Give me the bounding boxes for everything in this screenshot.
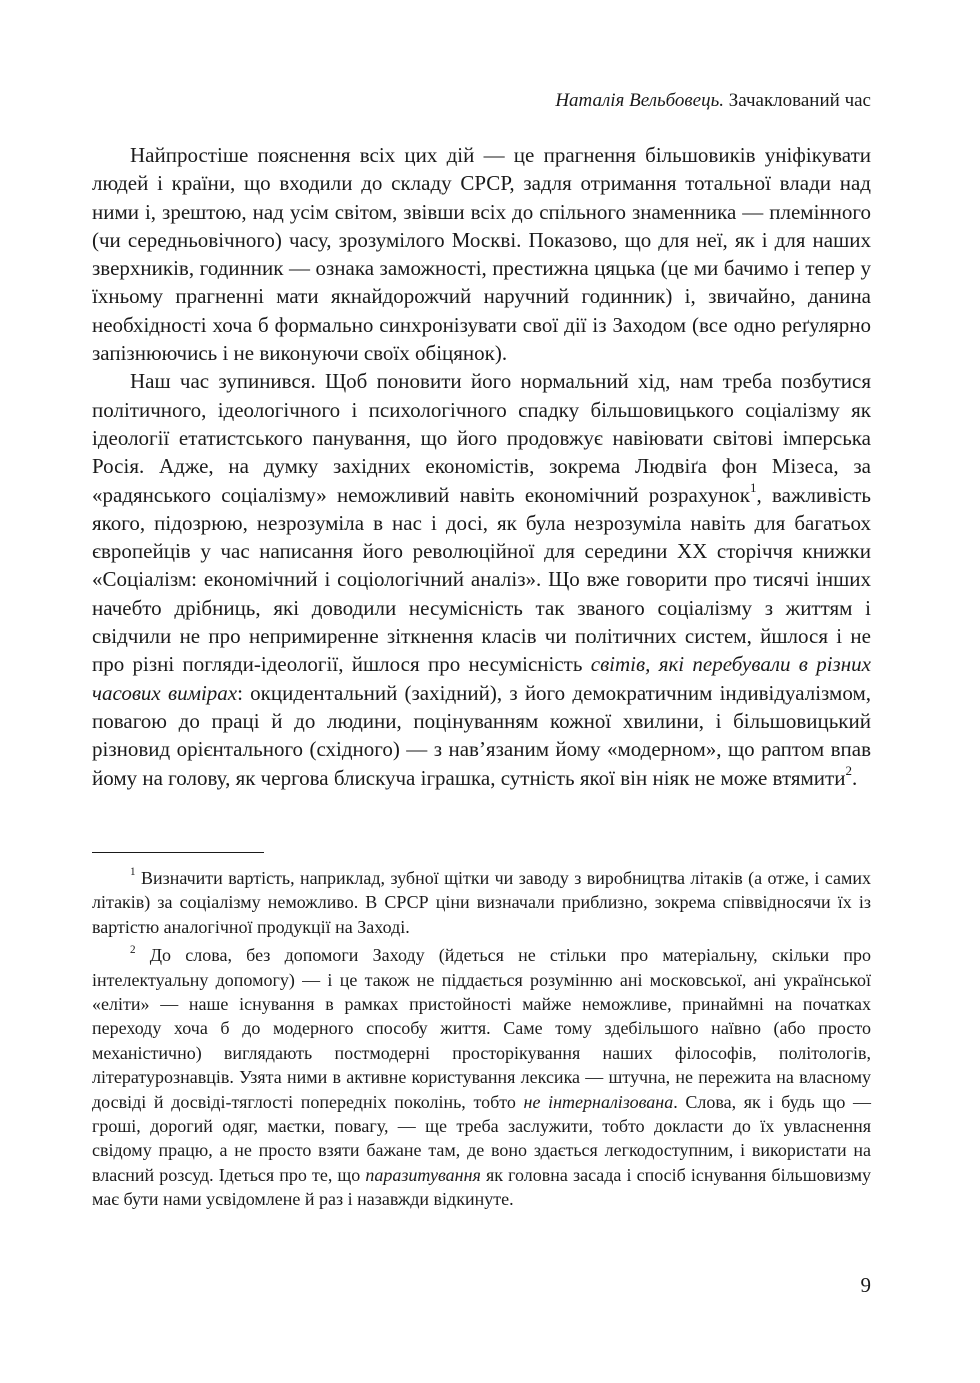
footnote-2-text-b: . Слова, як і будь що — гроші, дорогий одяг, маєтки, повагу, — ще треба заслужити, тобто докласти до їх увласнення свідому працю, а не просто взяти бажане там, де воно здається легкодоступним, і використати на власний розсуд. Ідеться про те, що [92, 1091, 871, 1185]
paragraph-2-text-a: Наш час зупинився. Щоб поновити його нормальний хід, нам треба позбутися політичного, ідеологічного і психологічного спадку більшовицького соціалізму як ідеології етатистського панування, що його продовжує навіювати світові імперська Росія. Адже, на думку західних економістів, зокрема Людвіґа фон Мізеса, за «радянського соціалізму» неможливий навіть економічний розрахунок [92, 369, 871, 507]
footnote-2-text-a: До слова, без допомоги Заходу (йдеться не стільки про матеріальну, скільки про інтелектуальну допомогу) — і це також не піддається розумінню ані московської, ані української «еліти» — наше існування в рамках пристойності майже неможливе, принаймні на початках переходу хоча б до модерного способу життя. Саме тому здебільшого наївно (або просто механістично) виглядають постмодерні просторікування наших філософів, політологів, літературознавців. Узята ними в активне користування лексика — штучна, не пережита на власному досвіді й досвіді-тяглості попередніх поколінь, тобто [92, 945, 871, 1112]
paragraph-2 [92, 367, 871, 791]
footnote-ref-1[interactable]: 1 [750, 479, 757, 495]
paragraph-2-text-c: : окцидентальний (західний), з його демократичним індивідуалізмом, повагою до праці й до людини, поцінуванням кожної хвилини, і більшовицький різновид орієнтального (східного) — з нав’язаним йому «модерном», що раптом впав йому на голову, як чергова блискуча іграшка, сутність якої він ніяк не може втямити [92, 680, 871, 790]
running-head [92, 88, 871, 114]
footnote-2-emphasis-1: не інтерналізована [523, 1091, 674, 1112]
footnote-ref-2[interactable]: 2 [845, 762, 852, 778]
footnote-2-number: 2 [130, 943, 136, 956]
footnote-divider [92, 852, 264, 853]
paragraph-2-end: . [851, 765, 858, 790]
footnotes [92, 866, 871, 1216]
footnote-2-emphasis-2: паразитування [365, 1164, 481, 1185]
footnote-1-number: 1 [130, 866, 136, 879]
running-head-author: Наталія Вельбовець. [555, 90, 725, 111]
paragraph-2-emphasis: світів, які перебували в різних часових вимірах [92, 652, 871, 705]
footnote-1-text: Визначити вартість, наприклад, зубної щітки чи заводу з виробництва літаків (а отже, і самих літаків) за соціалізму неможливо. В СРСР ціни визначали приблизно, зокрема співвідносячи їх із вартістю аналогічної продукції на Заході. [92, 868, 871, 937]
main-text [92, 141, 871, 792]
paragraph-2-text-b: , важливість якого, підозрюю, незрозуміла в нас і досі, як була незрозуміла навіть для багатьох європейців у час написання його революційної для середини XX сторіччя книжки «Соціалізм: економічний і соціологічний аналіз». Що вже говорити про тисячі інших начебто дрібниць, які доводили несумісність так званого соціалізму з життям і свідчили не про непримиренне зіткнення класів чи політичних систем, йшлося і не про різні погляди-ідеології, йшлося про несумісність [92, 482, 871, 677]
running-head-title: Зачаклований час [728, 90, 871, 111]
footnote-2 [92, 943, 871, 1211]
footnote-2-text-c: як головна засада і спосіб існування більшовизму має бути нами усвідомлене й раз і назавжди відкинуте. [92, 1164, 872, 1210]
page-number: 9 [860, 1273, 871, 1297]
footnote-1 [92, 866, 871, 939]
paragraph-1: Найпростіше пояснення всіх цих дій — це прагнення більшовиків уніфікувати людей і країни, що входили до складу СРСР, задля отримання тотальної влади над ними і, зрештою, над усім світом, звівши всіх до спільного знаменника — племінного (чи середньовічного) часу, зрозумілого Москві. Показово, що для неї, як і для наших зверхників, годинник — ознака заможності, престижна цяцька (це ми бачимо і тепер у їхньому прагненні мати якнайдорожчий наручний годинник) і, звичайно, данина необхідності хоча б формально синхронізувати свої дії із Заходом (все одно реґулярно запізнюючись і не виконуючи своїх обіцянок). [92, 143, 871, 366]
